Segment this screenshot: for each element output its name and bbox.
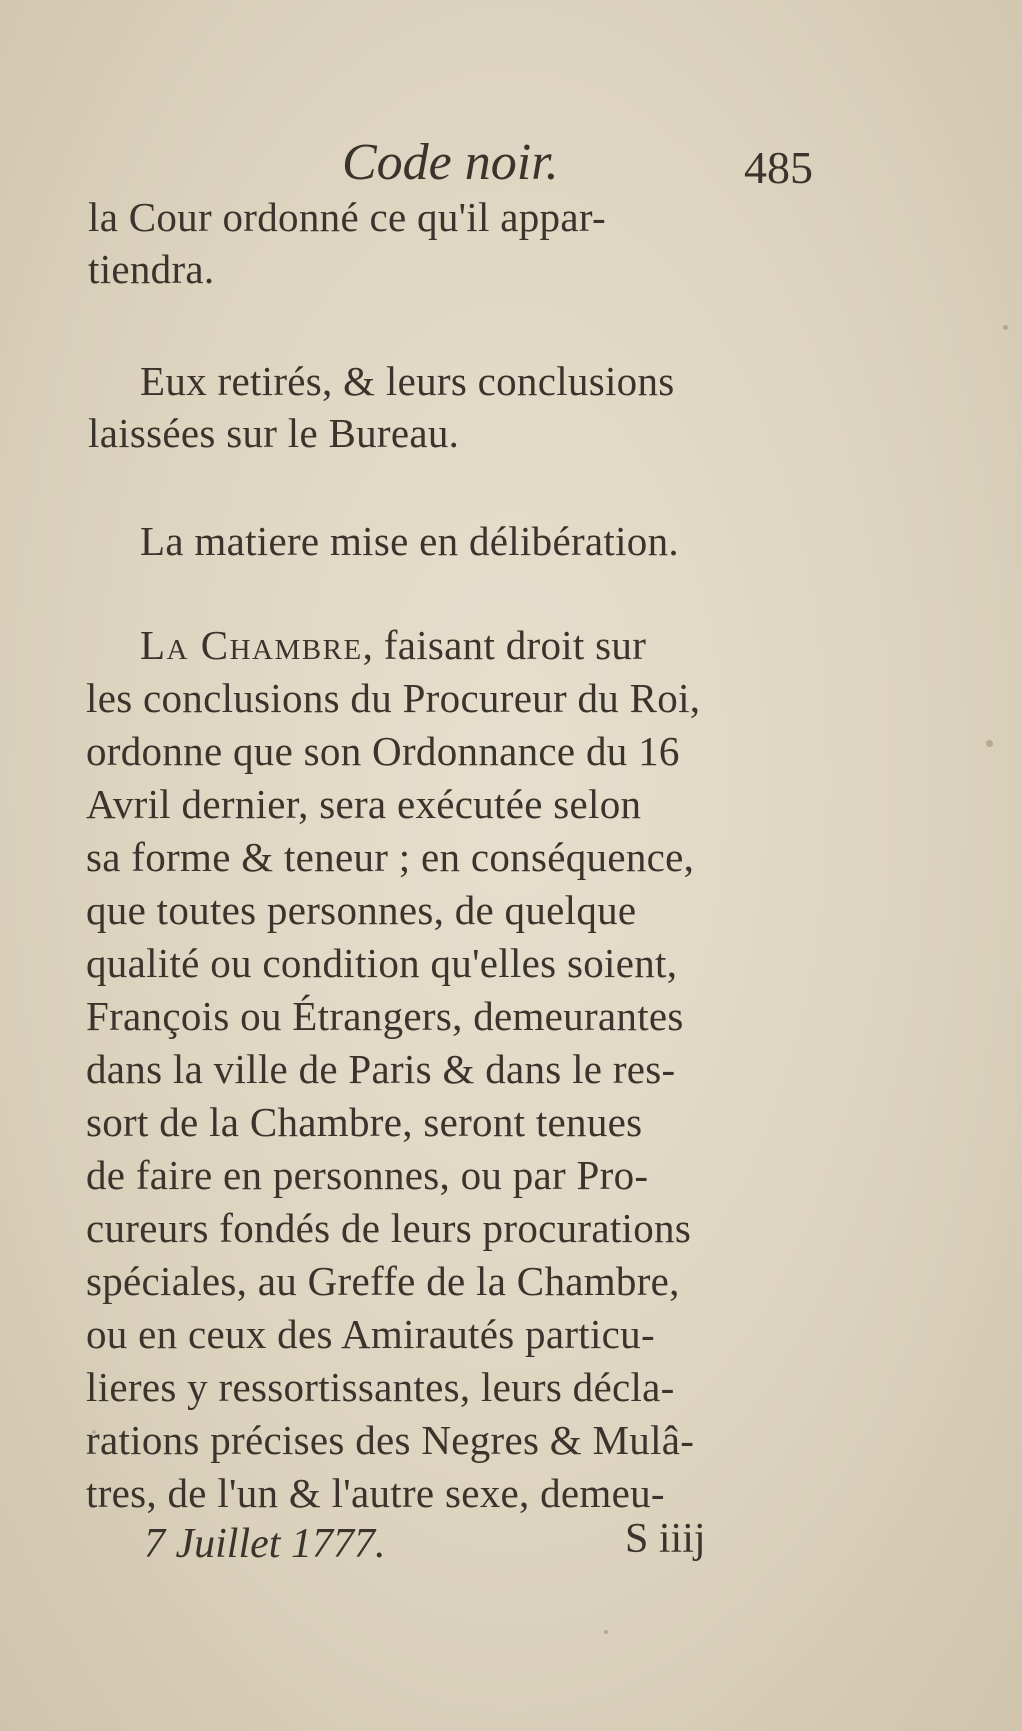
text-line: cureurs fondés de leurs procurations	[86, 1205, 692, 1251]
text-line: dans la ville de Paris & dans le res-	[86, 1046, 676, 1092]
text-fragment: , faisant droit sur	[362, 622, 647, 668]
text-line	[140, 620, 646, 670]
text-line: que toutes personnes, de quelque	[86, 887, 637, 933]
text-line: sa forme & teneur ; en conséquence,	[86, 834, 695, 880]
text-line: Avril dernier, sera exécutée selon	[86, 781, 642, 827]
text-line: de faire en personnes, ou par Pro-	[86, 1152, 649, 1198]
running-head-title: Code noir.	[342, 134, 559, 191]
text-line: sort de la Chambre, seront tenues	[86, 1099, 643, 1145]
text-line: tiendra.	[88, 246, 215, 292]
chambre-smallcaps: La Chambre	[140, 622, 363, 668]
text-line: ordonne que son Ordonnance du 16	[86, 728, 680, 774]
text-line: Eux retirés, & leurs conclusions	[140, 358, 675, 404]
text-line: laissées sur le Bureau.	[88, 410, 460, 456]
text-line: ou en ceux des Amirautés particu-	[86, 1311, 655, 1357]
signature-mark: S iiij	[625, 1516, 706, 1562]
footer-date: 7 Juillet 1777.	[144, 1521, 386, 1567]
text-line: rations précises des Negres & Mulâ-	[86, 1417, 695, 1463]
page-number: 485	[744, 142, 813, 193]
text-line: La matiere mise en délibération.	[140, 518, 679, 564]
text-line: spéciales, au Greffe de la Chambre,	[86, 1258, 680, 1304]
text-line: qualité ou condition qu'elles soient,	[86, 940, 678, 986]
text-line: les conclusions du Procureur du Roi,	[86, 675, 701, 721]
text-line: lieres y ressortissantes, leurs décla-	[86, 1364, 675, 1410]
text-line: tres, de l'un & l'autre sexe, demeu-	[86, 1470, 665, 1516]
text-line: la Cour ordonné ce qu'il appar-	[88, 194, 606, 240]
text-line: François ou Étrangers, demeurantes	[86, 993, 684, 1039]
